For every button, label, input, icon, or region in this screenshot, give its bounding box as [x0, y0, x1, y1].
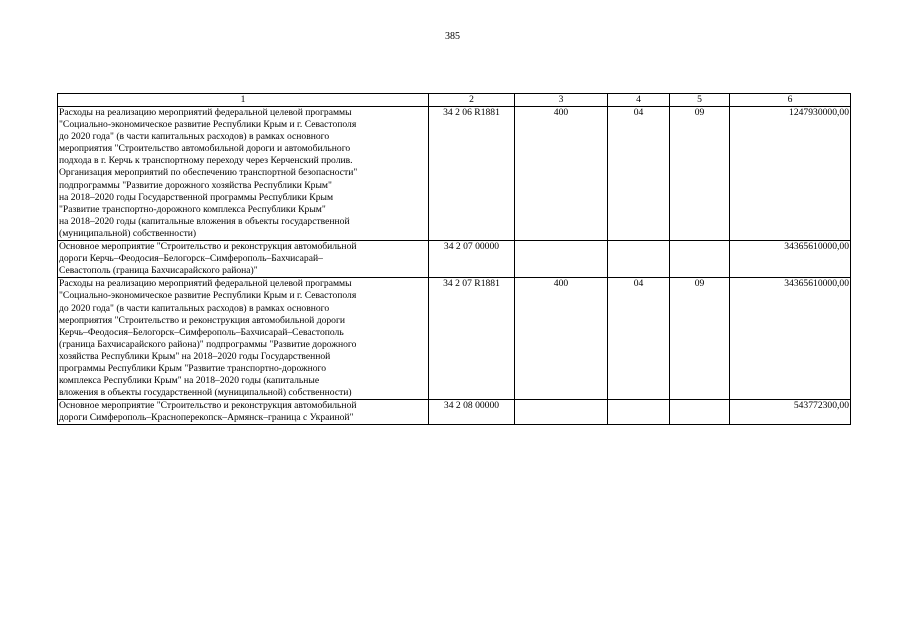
- description-line: "Развитие транспортно-дорожного комплекса Республики Крым": [59, 203, 326, 215]
- row-section: 04: [608, 107, 670, 241]
- table-row: [58, 400, 851, 425]
- description-line: Севастополь (граница Бахчисарайского района)": [59, 265, 258, 277]
- description-line: до 2020 года" (в части капитальных расходов) в рамках основного: [59, 302, 330, 314]
- header-col-6: 6: [730, 94, 851, 107]
- description-line: на 2018–2020 годы (капитальные вложения в объекты государственной: [59, 215, 350, 227]
- description-line: Расходы на реализацию мероприятий федеральной целевой программы: [59, 278, 352, 290]
- description-line: мероприятия "Строительство и реконструкция автомобильной дороги: [59, 314, 346, 326]
- header-col-2: 2: [429, 94, 515, 107]
- table-body: [58, 107, 851, 425]
- table-row: [58, 107, 851, 241]
- header-col-1: 1: [58, 94, 429, 107]
- row-amount: 543772300,00: [730, 400, 851, 425]
- row-description: [58, 241, 429, 278]
- row-description: [58, 107, 429, 241]
- row-subsection: 09: [670, 107, 730, 241]
- description-line: до 2020 года" (в части капитальных расходов) в рамках основного: [59, 131, 330, 143]
- description-line: Основное мероприятие "Строительство и реконструкция автомобильной: [59, 400, 357, 412]
- row-expense-type: [515, 241, 608, 278]
- header-col-4: 4: [608, 94, 670, 107]
- description-line: (муниципальной) собственности): [59, 227, 197, 239]
- description-line: комплекса Республики Крым" на 2018–2020 годы (капитальные: [59, 375, 320, 387]
- row-expense-type: [515, 400, 608, 425]
- row-amount: 34365610000,00: [730, 241, 851, 278]
- row-code: 34 2 08 00000: [429, 400, 515, 425]
- table-row: [58, 241, 851, 278]
- row-code: 34 2 07 R1881: [429, 278, 515, 400]
- description-line: "Социально-экономическое развитие Республики Крым и г. Севастополя: [59, 290, 357, 302]
- description-line: Основное мероприятие "Строительство и реконструкция автомобильной: [59, 241, 357, 253]
- header-row: [58, 94, 851, 107]
- row-description: [58, 278, 429, 400]
- row-section: 04: [608, 278, 670, 400]
- description-line: Организация мероприятий по обеспечению транспортной безопасности": [59, 167, 358, 179]
- row-code: 34 2 06 R1881: [429, 107, 515, 241]
- header-col-3: 3: [515, 94, 608, 107]
- row-section: [608, 400, 670, 425]
- budget-table: [57, 93, 851, 425]
- description-line: вложения в объекты государственной (муниципальной) собственности): [59, 387, 352, 399]
- description-line: (граница Бахчисарайского района)" подпрограммы "Развитие дорожного: [59, 338, 357, 350]
- description-line: подпрограммы "Развитие дорожного хозяйства Республики Крым": [59, 179, 332, 191]
- row-amount: 34365610000,00: [730, 278, 851, 400]
- description-line: подхода в г. Керчь к транспортному переходу через Керченский пролив.: [59, 155, 353, 167]
- row-description: [58, 400, 429, 425]
- row-amount: 1247930000,00: [730, 107, 851, 241]
- page-number: 385: [445, 31, 460, 42]
- table-row: [58, 278, 851, 400]
- row-subsection: [670, 241, 730, 278]
- description-line: хозяйства Республики Крым" на 2018–2020 годы Государственной: [59, 350, 331, 362]
- row-subsection: 09: [670, 278, 730, 400]
- description-line: дороги Керчь–Феодосия–Белогорск–Симферополь–Бахчисарай–: [59, 253, 323, 265]
- header-col-5: 5: [670, 94, 730, 107]
- row-subsection: [670, 400, 730, 425]
- row-section: [608, 241, 670, 278]
- row-expense-type: 400: [515, 107, 608, 241]
- description-line: на 2018–2020 годы Государственной программы Республики Крым: [59, 191, 334, 203]
- description-line: Расходы на реализацию мероприятий федеральной целевой программы: [59, 107, 352, 118]
- row-expense-type: 400: [515, 278, 608, 400]
- row-code: 34 2 07 00000: [429, 241, 515, 278]
- description-line: программы Республики Крым "Развитие транспортно-дорожного: [59, 362, 327, 374]
- description-line: Керчь–Феодосия–Белогорск–Симферополь–Бахчисарай–Севастополь: [59, 326, 344, 338]
- description-line: "Социально-экономическое развитие Республики Крым и г. Севастополя: [59, 119, 357, 131]
- description-line: дороги Симферополь–Красноперекопск–Армянск–граница с Украиной": [59, 412, 354, 424]
- description-line: мероприятия "Строительство автомобильной дороги и автомобильного: [59, 143, 351, 155]
